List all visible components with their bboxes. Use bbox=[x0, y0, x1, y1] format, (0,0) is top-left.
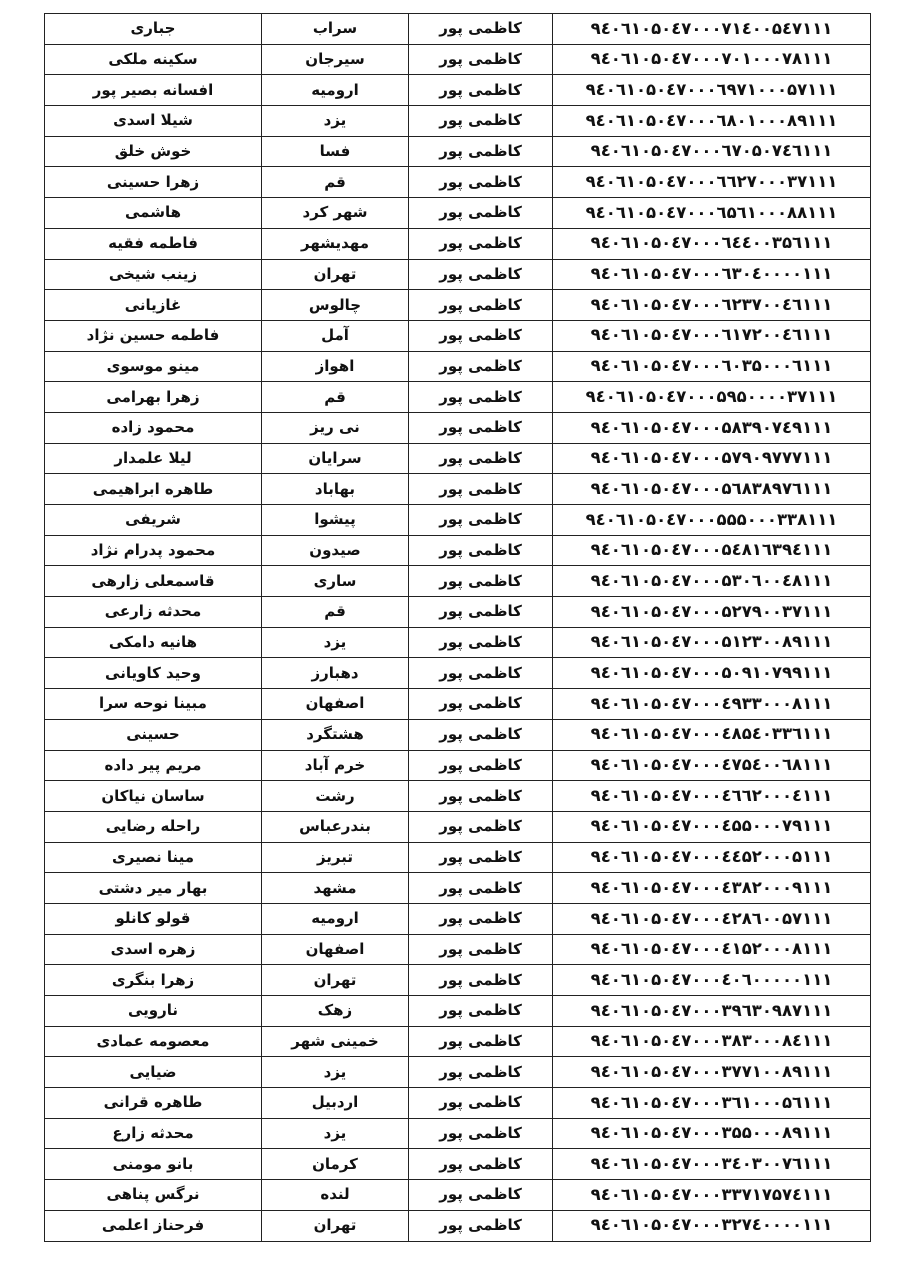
tracking-code-cell: ۹٤۰٦۱۰۵۰٤۷۰۰۰٦٤٤۰۰۳۵٦۱۱۱ bbox=[553, 228, 871, 259]
person-name-cell: محدثه زارعی bbox=[45, 597, 262, 628]
table-row bbox=[45, 873, 871, 904]
city-cell: ارومیه bbox=[262, 75, 409, 106]
person-name-cell: طاهره قرانی bbox=[45, 1088, 262, 1119]
table-row bbox=[45, 14, 871, 45]
table-row bbox=[45, 903, 871, 934]
city-cell: یزد bbox=[262, 1118, 409, 1149]
city-cell: آمل bbox=[262, 320, 409, 351]
surname-cell: کاظمی پور bbox=[409, 44, 553, 75]
person-name-cell: معصومه عمادی bbox=[45, 1026, 262, 1057]
tracking-code-cell: ۹٤۰٦۱۰۵۰٤۷۰۰۰۵۹۵۰۰۰۰۳۷۱۱۱ bbox=[553, 382, 871, 413]
person-name-cell: نارویی bbox=[45, 996, 262, 1027]
city-cell: قم bbox=[262, 167, 409, 198]
table-row bbox=[45, 781, 871, 812]
table-row bbox=[45, 627, 871, 658]
city-cell: مشهد bbox=[262, 873, 409, 904]
city-cell: بهاباد bbox=[262, 474, 409, 505]
table-row bbox=[45, 382, 871, 413]
city-cell: اهواز bbox=[262, 351, 409, 382]
table-row bbox=[45, 198, 871, 229]
person-name-cell: بهار میر دشتی bbox=[45, 873, 262, 904]
table-row bbox=[45, 412, 871, 443]
surname-cell: کاظمی پور bbox=[409, 412, 553, 443]
person-name-cell: فاطمه حسین نژاد bbox=[45, 320, 262, 351]
surname-cell: کاظمی پور bbox=[409, 842, 553, 873]
table-row bbox=[45, 842, 871, 873]
person-name-cell: حسینی bbox=[45, 719, 262, 750]
surname-cell: کاظمی پور bbox=[409, 566, 553, 597]
city-cell: سراب bbox=[262, 14, 409, 45]
table-row bbox=[45, 750, 871, 781]
city-cell: زهک bbox=[262, 996, 409, 1027]
table-row bbox=[45, 597, 871, 628]
city-cell: یزد bbox=[262, 1057, 409, 1088]
person-name-cell: نرگس پناهی bbox=[45, 1180, 262, 1211]
tracking-code-cell: ۹٤۰٦۱۰۵۰٤۷۰۰۰٤۸۵٤۰۳۳٦۱۱۱ bbox=[553, 719, 871, 750]
person-name-cell: غازیانی bbox=[45, 290, 262, 321]
person-name-cell: زهرا بنگری bbox=[45, 965, 262, 996]
city-cell: دهبارز bbox=[262, 658, 409, 689]
table-row bbox=[45, 351, 871, 382]
tracking-code-cell: ۹٤۰٦۱۰۵۰٤۷۰۰۰٤۷۵٤۰۰٦۸۱۱۱ bbox=[553, 750, 871, 781]
person-name-cell: فاطمه فقیه bbox=[45, 228, 262, 259]
city-cell: فسا bbox=[262, 136, 409, 167]
surname-cell: کاظمی پور bbox=[409, 75, 553, 106]
surname-cell: کاظمی پور bbox=[409, 689, 553, 720]
city-cell: یزد bbox=[262, 627, 409, 658]
table-row bbox=[45, 1057, 871, 1088]
city-cell: تهران bbox=[262, 1210, 409, 1241]
person-name-cell: شیلا اسدی bbox=[45, 106, 262, 137]
table-row bbox=[45, 566, 871, 597]
surname-cell: کاظمی پور bbox=[409, 505, 553, 536]
tracking-code-cell: ۹٤۰٦۱۰۵۰٤۷۰۰۰٦۱۷۲۰۰٤٦۱۱۱ bbox=[553, 320, 871, 351]
person-name-cell: مینا نصیری bbox=[45, 842, 262, 873]
surname-cell: کاظمی پور bbox=[409, 719, 553, 750]
person-name-cell: زهرا بهرامی bbox=[45, 382, 262, 413]
table-row bbox=[45, 259, 871, 290]
surname-cell: کاظمی پور bbox=[409, 351, 553, 382]
surname-cell: کاظمی پور bbox=[409, 136, 553, 167]
tracking-code-cell: ۹٤۰٦۱۰۵۰٤۷۰۰۰۵۷۹۰۹۷۷۷۱۱۱ bbox=[553, 443, 871, 474]
city-cell: اصفهان bbox=[262, 689, 409, 720]
surname-cell: کاظمی پور bbox=[409, 903, 553, 934]
surname-cell: کاظمی پور bbox=[409, 1210, 553, 1241]
surname-cell: کاظمی پور bbox=[409, 14, 553, 45]
surname-cell: کاظمی پور bbox=[409, 443, 553, 474]
records-table bbox=[44, 13, 871, 1242]
surname-cell: کاظمی پور bbox=[409, 106, 553, 137]
person-name-cell: هاشمی bbox=[45, 198, 262, 229]
city-cell: مهدیشهر bbox=[262, 228, 409, 259]
table-row bbox=[45, 75, 871, 106]
table-row bbox=[45, 290, 871, 321]
person-name-cell: فرحناز اعلمی bbox=[45, 1210, 262, 1241]
city-cell: یزد bbox=[262, 106, 409, 137]
person-name-cell: افسانه بصیر پور bbox=[45, 75, 262, 106]
surname-cell: کاظمی پور bbox=[409, 167, 553, 198]
city-cell: ساری bbox=[262, 566, 409, 597]
tracking-code-cell: ۹٤۰٦۱۰۵۰٤۷۰۰۰۳٤۰۳۰۰۷٦۱۱۱ bbox=[553, 1149, 871, 1180]
surname-cell: کاظمی پور bbox=[409, 290, 553, 321]
table-row bbox=[45, 658, 871, 689]
tracking-code-cell: ۹٤۰٦۱۰۵۰٤۷۰۰۰٦۸۰۱۰۰۰۸۹۱۱۱ bbox=[553, 106, 871, 137]
tracking-code-cell: ۹٤۰٦۱۰۵۰٤۷۰۰۰٦۰۳۵۰۰۰٦۱۱۱ bbox=[553, 351, 871, 382]
surname-cell: کاظمی پور bbox=[409, 474, 553, 505]
table-row bbox=[45, 505, 871, 536]
city-cell: قم bbox=[262, 382, 409, 413]
city-cell: تبریز bbox=[262, 842, 409, 873]
surname-cell: کاظمی پور bbox=[409, 996, 553, 1027]
city-cell: چالوس bbox=[262, 290, 409, 321]
table-row bbox=[45, 1149, 871, 1180]
tracking-code-cell: ۹٤۰٦۱۰۵۰٤۷۰۰۰٤۰٦۰۰۰۰۰۱۱۱ bbox=[553, 965, 871, 996]
person-name-cell: جباری bbox=[45, 14, 262, 45]
tracking-code-cell: ۹٤۰٦۱۰۵۰٤۷۰۰۰٦۹۷۱۰۰۰۵۷۱۱۱ bbox=[553, 75, 871, 106]
surname-cell: کاظمی پور bbox=[409, 1118, 553, 1149]
tracking-code-cell: ۹٤۰٦۱۰۵۰٤۷۰۰۰۷۰۱۰۰۰۷۸۱۱۱ bbox=[553, 44, 871, 75]
table-row bbox=[45, 474, 871, 505]
person-name-cell: بانو مومنی bbox=[45, 1149, 262, 1180]
city-cell: قم bbox=[262, 597, 409, 628]
surname-cell: کاظمی پور bbox=[409, 934, 553, 965]
tracking-code-cell: ۹٤۰٦۱۰۵۰٤۷۰۰۰۳۵۵۰۰۰۸۹۱۱۱ bbox=[553, 1118, 871, 1149]
table-row bbox=[45, 136, 871, 167]
city-cell: خرم آباد bbox=[262, 750, 409, 781]
tracking-code-cell: ۹٤۰٦۱۰۵۰٤۷۰۰۰۵۱۲۳۰۰۸۹۱۱۱ bbox=[553, 627, 871, 658]
surname-cell: کاظمی پور bbox=[409, 1026, 553, 1057]
table-row bbox=[45, 535, 871, 566]
tracking-code-cell: ۹٤۰٦۱۰۵۰٤۷۰۰۰٤۱۵۲۰۰۰۸۱۱۱ bbox=[553, 934, 871, 965]
table-row bbox=[45, 965, 871, 996]
city-cell: لنده bbox=[262, 1180, 409, 1211]
surname-cell: کاظمی پور bbox=[409, 781, 553, 812]
table-row bbox=[45, 689, 871, 720]
surname-cell: کاظمی پور bbox=[409, 627, 553, 658]
table-row bbox=[45, 811, 871, 842]
surname-cell: کاظمی پور bbox=[409, 873, 553, 904]
city-cell: تهران bbox=[262, 259, 409, 290]
tracking-code-cell: ۹٤۰٦۱۰۵۰٤۷۰۰۰۵۲۷۹۰۰۳۷۱۱۱ bbox=[553, 597, 871, 628]
person-name-cell: ضیایی bbox=[45, 1057, 262, 1088]
surname-cell: کاظمی پور bbox=[409, 1057, 553, 1088]
person-name-cell: محدثه زارع bbox=[45, 1118, 262, 1149]
city-cell: سیرجان bbox=[262, 44, 409, 75]
surname-cell: کاظمی پور bbox=[409, 535, 553, 566]
tracking-code-cell: ۹٤۰٦۱۰۵۰٤۷۰۰۰٦۵٦۱۰۰۰۸۸۱۱۱ bbox=[553, 198, 871, 229]
tracking-code-cell: ۹٤۰٦۱۰۵۰٤۷۰۰۰۳۹٦۳۰۹۸۷۱۱۱ bbox=[553, 996, 871, 1027]
table-row bbox=[45, 1210, 871, 1241]
person-name-cell: محمود زاده bbox=[45, 412, 262, 443]
city-cell: صیدون bbox=[262, 535, 409, 566]
person-name-cell: مینو موسوی bbox=[45, 351, 262, 382]
table-row bbox=[45, 1118, 871, 1149]
city-cell: خمینی شهر bbox=[262, 1026, 409, 1057]
tracking-code-cell: ۹٤۰٦۱۰۵۰٤۷۰۰۰۳۸۳۰۰۰۸٤۱۱۱ bbox=[553, 1026, 871, 1057]
city-cell: هشتگرد bbox=[262, 719, 409, 750]
surname-cell: کاظمی پور bbox=[409, 320, 553, 351]
surname-cell: کاظمی پور bbox=[409, 1088, 553, 1119]
surname-cell: کاظمی پور bbox=[409, 198, 553, 229]
person-name-cell: مبینا نوحه سرا bbox=[45, 689, 262, 720]
table-row bbox=[45, 719, 871, 750]
tracking-code-cell: ۹٤۰٦۱۰۵۰٤۷۰۰۰٦٦۲۷۰۰۰۳۷۱۱۱ bbox=[553, 167, 871, 198]
table-row bbox=[45, 44, 871, 75]
table-row bbox=[45, 106, 871, 137]
surname-cell: کاظمی پور bbox=[409, 1180, 553, 1211]
city-cell: نی ریز bbox=[262, 412, 409, 443]
tracking-code-cell: ۹٤۰٦۱۰۵۰٤۷۰۰۰٤۹۳۳۰۰۰۸۱۱۱ bbox=[553, 689, 871, 720]
surname-cell: کاظمی پور bbox=[409, 750, 553, 781]
tracking-code-cell: ۹٤۰٦۱۰۵۰٤۷۰۰۰۳۳۷۱۷۵۷٤۱۱۱ bbox=[553, 1180, 871, 1211]
table-row bbox=[45, 443, 871, 474]
city-cell: ارومیه bbox=[262, 903, 409, 934]
surname-cell: کاظمی پور bbox=[409, 1149, 553, 1180]
records-table-body bbox=[45, 14, 871, 1242]
tracking-code-cell: ۹٤۰٦۱۰۵۰٤۷۰۰۰٦۷۰۵۰۷٤٦۱۱۱ bbox=[553, 136, 871, 167]
table-row bbox=[45, 228, 871, 259]
tracking-code-cell: ۹٤۰٦۱۰۵۰٤۷۰۰۰٦۲۳۷۰۰٤٦۱۱۱ bbox=[553, 290, 871, 321]
tracking-code-cell: ۹٤۰٦۱۰۵۰٤۷۰۰۰۵۸۳۹۰۷٤۹۱۱۱ bbox=[553, 412, 871, 443]
tracking-code-cell: ۹٤۰٦۱۰۵۰٤۷۰۰۰٤۵۵۰۰۰۷۹۱۱۱ bbox=[553, 811, 871, 842]
person-name-cell: راحله رضایی bbox=[45, 811, 262, 842]
city-cell: کرمان bbox=[262, 1149, 409, 1180]
city-cell: رشت bbox=[262, 781, 409, 812]
person-name-cell: مریم پیر داده bbox=[45, 750, 262, 781]
tracking-code-cell: ۹٤۰٦۱۰۵۰٤۷۰۰۰۵۵۵۰۰۰۳۳۸۱۱۱ bbox=[553, 505, 871, 536]
tracking-code-cell: ۹٤۰٦۱۰۵۰٤۷۰۰۰٤٦٦۲۰۰۰٤۱۱۱ bbox=[553, 781, 871, 812]
person-name-cell: قاسمعلی زارهی bbox=[45, 566, 262, 597]
surname-cell: کاظمی پور bbox=[409, 658, 553, 689]
tracking-code-cell: ۹٤۰٦۱۰۵۰٤۷۰۰۰٦۳۰٤۰۰۰۰۱۱۱ bbox=[553, 259, 871, 290]
tracking-code-cell: ۹٤۰٦۱۰۵۰٤۷۰۰۰۵۳۰٦۰۰٤۸۱۱۱ bbox=[553, 566, 871, 597]
table-row bbox=[45, 320, 871, 351]
tracking-code-cell: ۹٤۰٦۱۰۵۰٤۷۰۰۰۳۲۷٤۰۰۰۰۱۱۱ bbox=[553, 1210, 871, 1241]
person-name-cell: هانیه دامکی bbox=[45, 627, 262, 658]
person-name-cell: زهره اسدی bbox=[45, 934, 262, 965]
surname-cell: کاظمی پور bbox=[409, 597, 553, 628]
tracking-code-cell: ۹٤۰٦۱۰۵۰٤۷۰۰۰۳٦۱۰۰۰۵٦۱۱۱ bbox=[553, 1088, 871, 1119]
tracking-code-cell: ۹٤۰٦۱۰۵۰٤۷۰۰۰٤۲۸٦۰۰۵۷۱۱۱ bbox=[553, 903, 871, 934]
city-cell: شهر کرد bbox=[262, 198, 409, 229]
tracking-code-cell: ۹٤۰٦۱۰۵۰٤۷۰۰۰۵۰۹۱۰۷۹۹۱۱۱ bbox=[553, 658, 871, 689]
tracking-code-cell: ۹٤۰٦۱۰۵۰٤۷۰۰۰۵٤۸۱٦۳۹٤۱۱۱ bbox=[553, 535, 871, 566]
city-cell: سرایان bbox=[262, 443, 409, 474]
city-cell: تهران bbox=[262, 965, 409, 996]
person-name-cell: شریفی bbox=[45, 505, 262, 536]
person-name-cell: سکینه ملکی bbox=[45, 44, 262, 75]
tracking-code-cell: ۹٤۰٦۱۰۵۰٤۷۰۰۰۷۱٤۰۰۵٤۷۱۱۱ bbox=[553, 14, 871, 45]
tracking-code-cell: ۹٤۰٦۱۰۵۰٤۷۰۰۰۵٦۸۳۸۹۷٦۱۱۱ bbox=[553, 474, 871, 505]
person-name-cell: ساسان نیاکان bbox=[45, 781, 262, 812]
person-name-cell: قولو کانلو bbox=[45, 903, 262, 934]
surname-cell: کاظمی پور bbox=[409, 382, 553, 413]
table-row bbox=[45, 934, 871, 965]
person-name-cell: وحید کاویانی bbox=[45, 658, 262, 689]
person-name-cell: خوش خلق bbox=[45, 136, 262, 167]
city-cell: اردبیل bbox=[262, 1088, 409, 1119]
person-name-cell: زهرا حسینی bbox=[45, 167, 262, 198]
city-cell: اصفهان bbox=[262, 934, 409, 965]
table-row bbox=[45, 167, 871, 198]
table-row bbox=[45, 1026, 871, 1057]
person-name-cell: طاهره ابراهیمی bbox=[45, 474, 262, 505]
person-name-cell: زینب شیخی bbox=[45, 259, 262, 290]
surname-cell: کاظمی پور bbox=[409, 228, 553, 259]
city-cell: پیشوا bbox=[262, 505, 409, 536]
tracking-code-cell: ۹٤۰٦۱۰۵۰٤۷۰۰۰٤٤۵۲۰۰۰۵۱۱۱ bbox=[553, 842, 871, 873]
table-row bbox=[45, 996, 871, 1027]
tracking-code-cell: ۹٤۰٦۱۰۵۰٤۷۰۰۰٤۳۸۲۰۰۰۹۱۱۱ bbox=[553, 873, 871, 904]
person-name-cell: محمود پدرام نژاد bbox=[45, 535, 262, 566]
table-row bbox=[45, 1088, 871, 1119]
surname-cell: کاظمی پور bbox=[409, 811, 553, 842]
city-cell: بندرعباس bbox=[262, 811, 409, 842]
tracking-code-cell: ۹٤۰٦۱۰۵۰٤۷۰۰۰۳۷۷۱۰۰۸۹۱۱۱ bbox=[553, 1057, 871, 1088]
surname-cell: کاظمی پور bbox=[409, 259, 553, 290]
table-row bbox=[45, 1180, 871, 1211]
person-name-cell: لیلا علمدار bbox=[45, 443, 262, 474]
surname-cell: کاظمی پور bbox=[409, 965, 553, 996]
